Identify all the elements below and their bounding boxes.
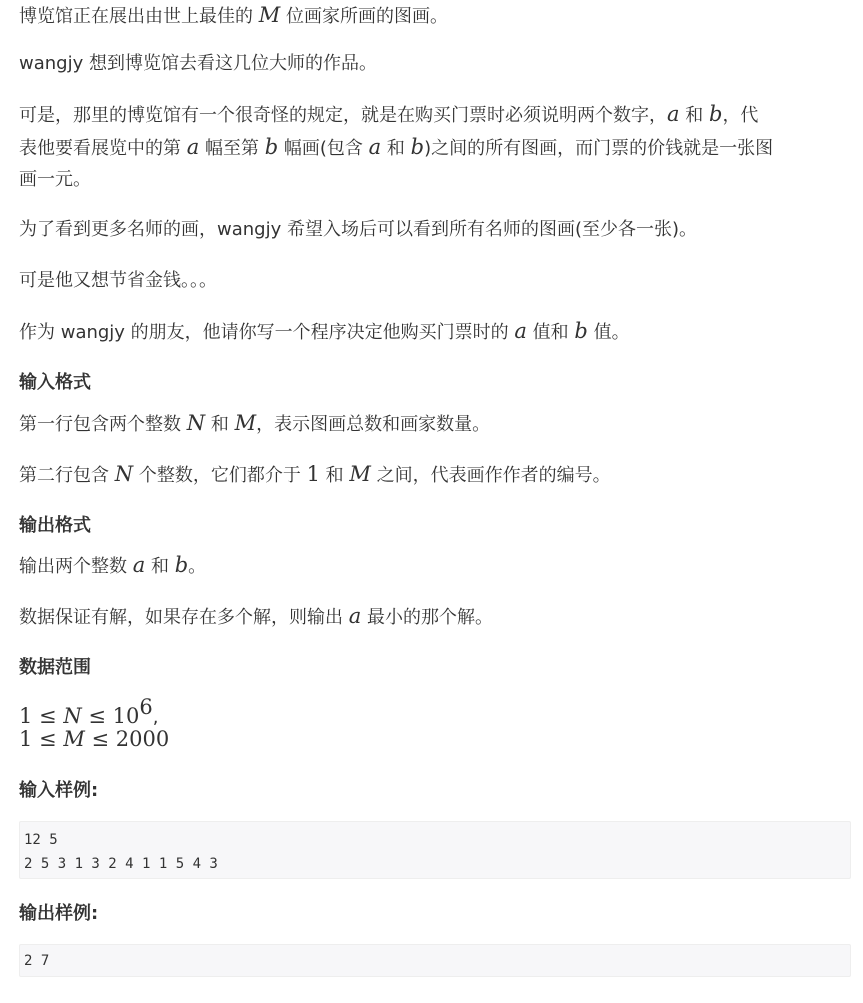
text: 和 bbox=[205, 414, 235, 435]
math-le: ≤ bbox=[81, 704, 113, 728]
code-line: 2 7 bbox=[24, 953, 50, 969]
math-number: 1 bbox=[306, 462, 320, 486]
math-var-a: a bbox=[186, 135, 200, 159]
text: ，表示图画总数和画家数量。 bbox=[256, 414, 491, 435]
text: 。 bbox=[188, 556, 207, 577]
output-line-2 bbox=[19, 601, 493, 631]
math-var-m: M bbox=[63, 727, 85, 751]
math-le: ≤ bbox=[84, 727, 116, 751]
math-var-m: M bbox=[349, 462, 371, 486]
math-var-a: a bbox=[514, 319, 527, 343]
text: 值。 bbox=[587, 322, 630, 343]
math-var-b: b bbox=[410, 135, 425, 159]
data-range-heading: 数据范围 bbox=[19, 657, 91, 678]
math-le: ≤ bbox=[32, 727, 64, 751]
text: ，代 bbox=[722, 105, 759, 126]
sample-output-code bbox=[19, 944, 851, 977]
text: 数据保证有解，如果存在多个解，则输出 bbox=[19, 607, 349, 628]
sample-input-code bbox=[19, 821, 851, 879]
text: 可是，那里的博览馆有一个很奇怪的规定，就是在购买门票时必须说明两个数字， bbox=[19, 105, 667, 126]
sample-output-heading: 输出样例: bbox=[19, 903, 99, 924]
text: 和 bbox=[319, 465, 350, 486]
math-var-b: b bbox=[708, 102, 723, 126]
paragraph-task bbox=[19, 316, 630, 346]
math-var-n: N bbox=[63, 704, 82, 728]
text: 作为 wangjy 的朋友，他请你写一个程序决定他购买门票时的 bbox=[19, 322, 515, 343]
paragraph-goal: 为了看到更多名师的画，wangjy 希望入场后可以看到所有名师的图画(至少各一张)。 bbox=[19, 219, 698, 240]
input-line-1 bbox=[19, 408, 490, 438]
math-var-n: N bbox=[186, 411, 206, 435]
text: 输出两个整数 bbox=[19, 556, 133, 577]
paragraph-wangjy: wangjy 想到博览馆去看这几位大师的作品。 bbox=[19, 53, 377, 74]
text: 位画家所画的图画。 bbox=[280, 6, 448, 27]
math-var-m: M bbox=[258, 3, 281, 27]
text: , bbox=[152, 707, 159, 728]
math-exponent: 6 bbox=[139, 695, 153, 719]
text: 和 bbox=[381, 138, 411, 159]
math-number: 10 bbox=[112, 704, 140, 728]
math-le: ≤ bbox=[32, 704, 64, 728]
text: 个整数，它们都介于 bbox=[133, 465, 307, 486]
code-line: 12 5 bbox=[24, 832, 58, 848]
math-var-b: b bbox=[574, 319, 588, 343]
text: 之间，代表画作作者的编号。 bbox=[370, 465, 611, 486]
sample-input-heading: 输入样例: bbox=[19, 780, 99, 801]
math-var-a: a bbox=[132, 553, 146, 577]
output-format-heading: 输出格式 bbox=[19, 515, 91, 536]
math-var-a: a bbox=[667, 102, 680, 126]
input-line-2 bbox=[19, 459, 611, 489]
input-format-heading: 输入格式 bbox=[19, 372, 91, 393]
text: 和 bbox=[145, 556, 175, 577]
paragraph-rule-line-2 bbox=[19, 132, 773, 162]
text: )之间的所有图画，而门票的价钱就是一张图 bbox=[424, 138, 774, 159]
math-var-a: a bbox=[368, 135, 382, 159]
paragraph-rule-line-1 bbox=[19, 99, 758, 129]
text: 第一行包含两个整数 bbox=[19, 414, 187, 435]
text: 和 bbox=[679, 105, 709, 126]
math-number: 1 bbox=[19, 727, 33, 751]
paragraph-save-money: 可是他又想节省金钱。。。 bbox=[19, 270, 217, 291]
math-number: 1 bbox=[19, 704, 33, 728]
math-var-a: a bbox=[348, 604, 362, 628]
math-var-m: M bbox=[234, 411, 257, 435]
math-var-n: N bbox=[114, 462, 134, 486]
text: 最小的那个解。 bbox=[361, 607, 493, 628]
code-line: 2 5 3 1 3 2 4 1 1 5 4 3 bbox=[24, 856, 218, 872]
text: 表他要看展览中的第 bbox=[19, 138, 187, 159]
paragraph-intro bbox=[19, 0, 448, 30]
math-var-b: b bbox=[174, 553, 189, 577]
text: 第二行包含 bbox=[19, 465, 115, 486]
text: 幅画(包含 bbox=[278, 138, 369, 159]
paragraph-rule-line-3: 画一元。 bbox=[19, 169, 91, 190]
math-number: 2000 bbox=[115, 727, 170, 751]
output-line-1 bbox=[19, 550, 206, 580]
math-var-b: b bbox=[264, 135, 279, 159]
text: 幅至第 bbox=[199, 138, 265, 159]
text: 博览馆正在展出由世上最佳的 bbox=[19, 6, 259, 27]
range-line-2 bbox=[19, 724, 169, 754]
range-line-1 bbox=[19, 692, 159, 728]
text: 值和 bbox=[526, 322, 575, 343]
